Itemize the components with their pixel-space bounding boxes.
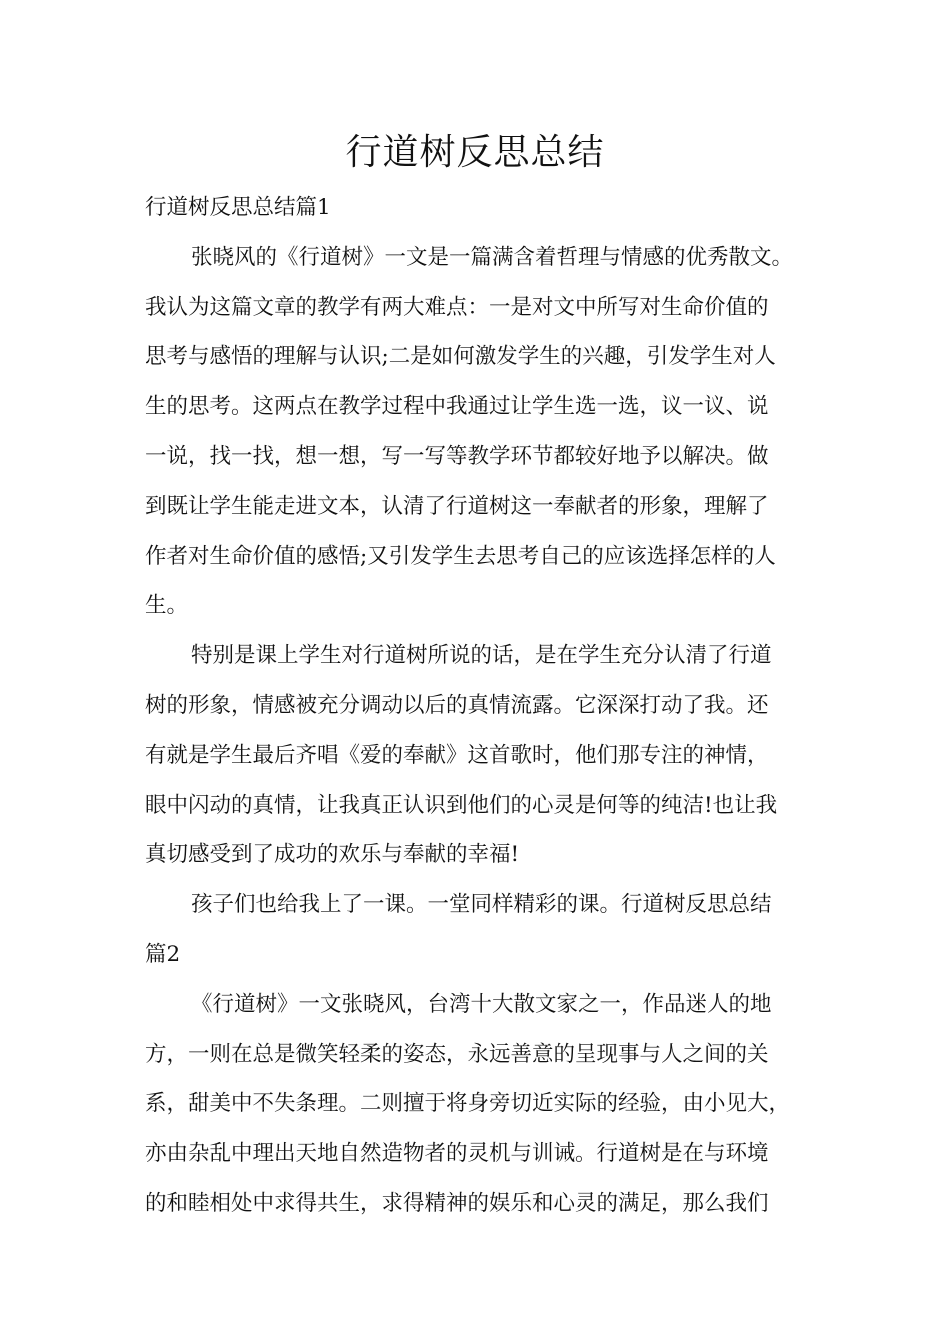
document-body (145, 183, 825, 1229)
section-heading-1: 行道树反思总结篇1 (145, 195, 331, 220)
paragraph-line: 真切感受到了成功的欢乐与奉献的幸福! (145, 842, 520, 868)
paragraph-line: 我认为这篇文章的教学有两大难点：一是对文中所写对生命价值的 (145, 294, 769, 320)
paragraph-line: 张晓风的《行道树》一文是一篇满含着哲理与情感的优秀散文。 (191, 244, 794, 270)
paragraph-line: 方，一则在总是微笑轻柔的姿态，永远善意的呈现事与人之间的关 (145, 1041, 769, 1067)
paragraph-line: 《行道树》一文张晓风，台湾十大散文家之一，作品迷人的地 (191, 991, 772, 1017)
paragraph-line: 特别是课上学生对行道树所说的话，是在学生充分认清了行道 (191, 643, 772, 669)
paragraph-line: 系，甜美中不失条理。二则擅于将身旁切近实际的经验，由小见大， (145, 1091, 791, 1117)
paragraph-line: 到既让学生能走进文本，认清了行道树这一奉献者的形象，理解了 (145, 493, 769, 519)
paragraph-line: 生的思考。这两点在教学过程中我通过让学生选一选，议一议、说 (145, 394, 769, 420)
paragraph-line: 思考与感悟的理解与认识;二是如何激发学生的兴趣，引发学生对人 (145, 344, 776, 370)
paragraph-line: 树的形象，情感被充分调动以后的真情流露。它深深打动了我。还 (145, 692, 769, 718)
section-heading-2: 篇2 (145, 941, 181, 967)
document-title: 行道树反思总结 (345, 132, 605, 173)
paragraph-line: 作者对生命价值的感悟;又引发学生去思考自己的应该选择怎样的人 (145, 543, 776, 569)
paragraph-line: 亦由杂乱中理出天地自然造物者的灵机与训诫。行道树是在与环境 (145, 1141, 769, 1167)
paragraph-line: 眼中闪动的真情，让我真正认识到他们的心灵是何等的纯洁!也让我 (145, 792, 778, 818)
paragraph-line: 孩子们也给我上了一课。一堂同样精彩的课。行道树反思总结 (191, 892, 772, 918)
paragraph-line: 有就是学生最后齐唱《爱的奉献》这首歌时，他们那专注的神情， (145, 742, 769, 768)
paragraph-line: 的和睦相处中求得共生，求得精神的娱乐和心灵的满足，那么我们 (145, 1190, 769, 1216)
paragraph-line: 一说，找一找，想一想，写一写等教学环节都较好地予以解决。做 (145, 443, 769, 469)
paragraph-line: 生。 (145, 593, 189, 619)
